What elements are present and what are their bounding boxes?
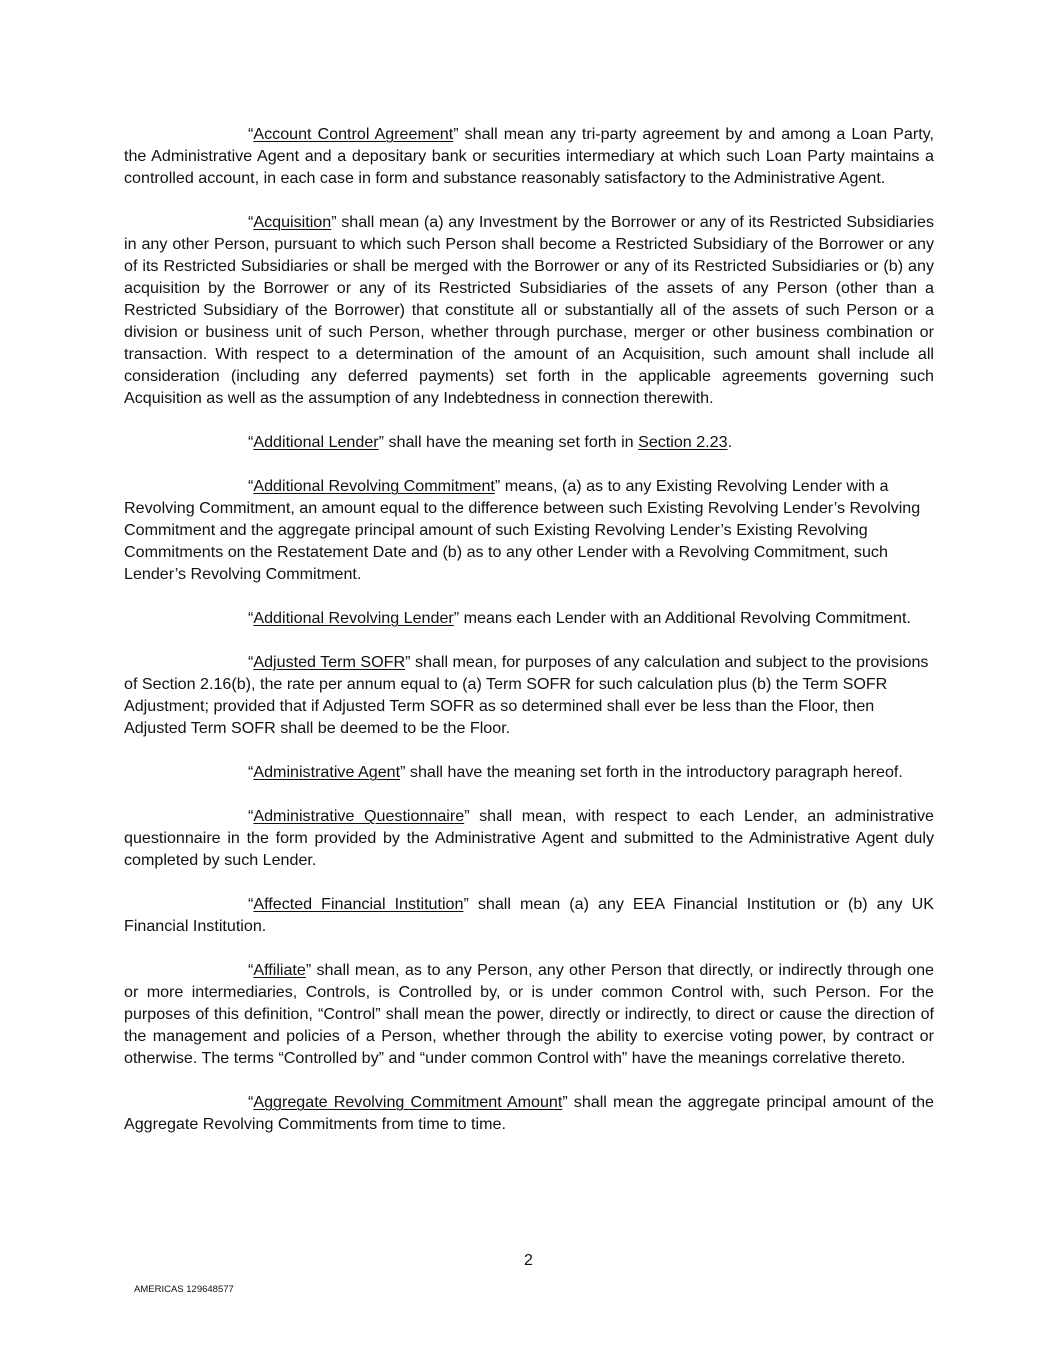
definition-administrative-questionnaire: “Administrative Questionnaire” shall mean, with respect to each Lender, an administrative questionnaire in the form provided by the Administrative Agent and submitted to the Administrative Agent duly completed by such Lender. xyxy=(124,807,934,869)
defined-term: Affiliate xyxy=(253,961,306,979)
definition-text: shall mean the aggregate principal amount of the Aggregate Revolving Commitments from time to time. xyxy=(124,1093,934,1133)
definition-affiliate: “Affiliate” shall mean, as to any Person, any other Person that directly, or indirectly through one or more intermediaries, Controls, is Controlled by, or is under common Control with, such Person. For the purposes of this definition, “Control” shall mean the power, directly or indirectly, to direct or cause the direction of the management and policies of a Person, whether through the ability to exercise voting power, by contract or otherwise. The terms “Controlled by” and “under common Control with” have the meanings correlative thereto. xyxy=(124,961,934,1067)
definition-acquisition: “Acquisition” shall mean (a) any Investment by the Borrower or any of its Restricted Subsidiaries in any other Person, pursuant to which such Person shall become a Restricted Subsidiary of the Borrower or any of its Restricted Subsidiaries or shall be merged with the Borrower or any of its Restricted Subsidiaries or (b) any acquisition by the Borrower or any of its Restricted Subsidiaries of the assets of any Person (other than a Restricted Subsidiary of the Borrower) that constitute all or substantially all of the assets of such Person or a division or business unit of such Person, whether through purchase, merger or other business combination or transaction. With respect to a determination of the amount of an Acquisition, such amount shall include all consideration (including any deferred payments) set forth in the applicable agreements governing such Acquisition as well as the assumption of any Indebtedness in connection therewith. xyxy=(124,213,934,407)
definition-aggregate-revolving-commitment-amount: “Aggregate Revolving Commitment Amount” shall mean the aggregate principal amount of the Aggregate Revolving Commitments from time to time. xyxy=(124,1093,934,1133)
definition-administrative-agent: “Administrative Agent” shall have the meaning set forth in the introductory paragraph hereof. xyxy=(248,763,903,781)
definition-text: shall mean (a) any EEA Financial Institution or (b) any UK Financial Institution. xyxy=(124,895,934,935)
definition-text: shall mean, as to any Person, any other Person that directly, or indirectly through one or more intermediaries, Controls, is Controlled by, or is under common Control with, such Person. For the purposes of this definition, “Control” shall mean the power, directly or indirectly, to direct or cause the direction of the management and policies of a Person, whether through the ability to exercise voting power, by contract or otherwise. The terms “Controlled by” and “under common Control with” have the meanings correlative thereto. xyxy=(124,961,934,1067)
defined-term: Acquisition xyxy=(253,213,332,231)
definition-additional-revolving-lender: “Additional Revolving Lender” means each Lender with an Additional Revolving Commitment. xyxy=(248,609,911,627)
definition-text: means each Lender with an Additional Revolving Commitment. xyxy=(459,609,911,627)
definition-text: shall have the meaning set forth in the introductory paragraph hereof. xyxy=(405,763,903,781)
definition-text: shall mean, for purposes of any calculation and subject to the provisions of Section 2.16(b), the rate per annum equal to (a) Term SOFR for such calculation plus (b) the Term SOFR Adjustment; provided that if Adjusted Term SOFR as so determined shall ever be less than the Floor, then Adjusted Term SOFR shall be deemed to be the Floor. xyxy=(124,653,929,737)
section-reference: Section 2.23 xyxy=(638,433,728,451)
definition-text: means, (a) as to any Existing Revolving Lender with a Revolving Commitment, an amount equal to the difference between such Existing Revolving Lender’s Revolving Commitment and the aggregate principal amount of such Existing Revolving Lender’s Existing Revolving Commitments on the Restatement Date and (b) as to any other Lender with a Revolving Commitment, such Lender’s Revolving Commitment. xyxy=(124,477,921,583)
defined-term: Account Control Agreement xyxy=(253,125,454,143)
definition-account-control-agreement: “Account Control Agreement” shall mean any tri-party agreement by and among a Loan Party, the Administrative Agent and a depositary bank or securities intermediary at which such Loan Party maintains a controlled account, in each case in form and substance reasonably satisfactory to the Administrative Agent. xyxy=(124,125,935,187)
definition-adjusted-term-sofr: “Adjusted Term SOFR” shall mean, for purposes of any calculation and subject to the provisions of Section 2.16(b), the rate per annum equal to (a) Term SOFR for such calculation plus (b) the Term SOFR Adjustment; provided that if Adjusted Term SOFR as so determined shall ever be less than the Floor, then Adjusted Term SOFR shall be deemed to be the Floor. xyxy=(124,653,929,737)
page-number: 2 xyxy=(524,1252,533,1269)
definition-tail: . xyxy=(727,433,733,451)
defined-term: Additional Lender xyxy=(253,433,379,451)
definition-additional-lender: “Additional Lender” shall have the meaning set forth in Section 2.23. xyxy=(248,433,733,451)
definition-additional-revolving-commitment: “Additional Revolving Commitment” means, (a) as to any Existing Revolving Lender with a Revolving Commitment, an amount equal to the difference between such Existing Revolving Lender’s Revolving Commitment and the aggregate principal amount of such Existing Revolving Lender’s Existing Revolving Commitments on the Restatement Date and (b) as to any other Lender with a Revolving Commitment, such Lender’s Revolving Commitment. xyxy=(124,477,921,583)
defined-term: Affected Financial Institution xyxy=(253,895,464,913)
defined-term: Additional Revolving Lender xyxy=(253,609,454,627)
defined-term: Adjusted Term SOFR xyxy=(253,653,406,671)
defined-term: Aggregate Revolving Commitment Amount xyxy=(253,1093,563,1111)
defined-term: Additional Revolving Commitment xyxy=(253,477,495,495)
defined-term: Administrative Questionnaire xyxy=(253,807,465,825)
defined-term: Administrative Agent xyxy=(253,763,401,781)
definition-affected-financial-institution: “Affected Financial Institution” shall mean (a) any EEA Financial Institution or (b) any UK Financial Institution. xyxy=(124,895,934,935)
definition-text: shall mean (a) any Investment by the Borrower or any of its Restricted Subsidiaries in any other Person, pursuant to which such Person shall become a Restricted Subsidiary of the Borrower or any of its Restricted Subsidiaries or shall be merged with the Borrower or any of its Restricted Subsidiaries or (b) any acquisition by the Borrower or any of its Restricted Subsidiaries of the assets of any Person (other than a Restricted Subsidiary of the Borrower) that constitute all or substantially all of the assets of such Person or a division or business unit of such Person, whether through purchase, merger or other business combination or transaction. With respect to a determination of the amount of an Acquisition, such amount shall include all consideration (including any deferred payments) set forth in the applicable agreements governing such Acquisition as well as the assumption of any Indebtedness in connection therewith. xyxy=(124,213,934,407)
definition-text: shall have the meaning set forth in xyxy=(384,433,639,451)
document-id: AMERICAS 129648577 xyxy=(134,1284,234,1295)
definitions-section xyxy=(124,123,934,1135)
definition-text: shall mean any tri-party agreement by and among a Loan Party, the Administrative Agent and a depositary bank or securities intermediary at which such Loan Party maintains a controlled account, in each case in form and substance reasonably satisfactory to the Administrative Agent. xyxy=(124,125,935,187)
definition-text: shall mean, with respect to each Lender, an administrative questionnaire in the form provided by the Administrative Agent and submitted to the Administrative Agent duly completed by such Lender. xyxy=(124,807,934,869)
